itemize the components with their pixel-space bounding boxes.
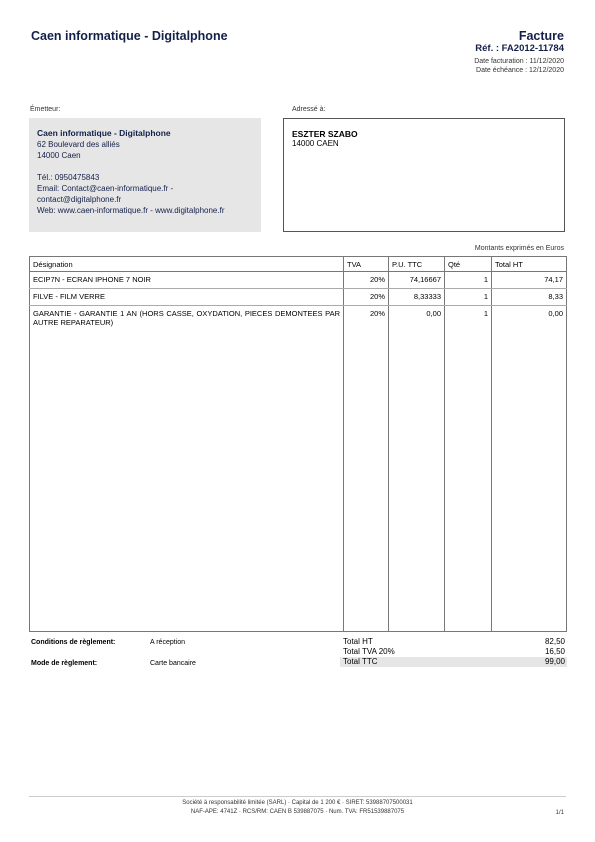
currency-note: Montants exprimés en Euros <box>474 245 564 252</box>
line-designation: ECIP7N - ECRAN IPHONE 7 NOIR <box>30 272 344 289</box>
total-ttc-label: Total TTC <box>343 657 378 666</box>
total-ttc-row <box>340 657 567 667</box>
line-unit-price: 74,16667 <box>389 272 445 289</box>
footer-divider <box>29 796 566 797</box>
page-number: 1/1 <box>555 810 564 816</box>
line-designation: FILVE - FILM VERRE <box>30 289 344 306</box>
company-title: Caen informatique - Digitalphone <box>31 29 228 43</box>
col-quantity: Qté <box>445 257 492 272</box>
sender-address-line2: 14000 Caen <box>37 151 81 160</box>
invoice-dates <box>474 57 564 75</box>
col-unit-price: P.U. TTC <box>389 257 445 272</box>
table-row <box>30 306 567 632</box>
line-total: 8,33 <box>492 289 567 306</box>
sender-label: Émetteur: <box>30 106 61 113</box>
sender-phone: Tél.: 0950475843 <box>37 173 100 182</box>
sender-address-line1: 62 Boulevard des alliés <box>37 140 120 149</box>
line-tva: 20% <box>344 306 389 632</box>
total-tva-label: Total TVA 20% <box>343 647 395 656</box>
table-row <box>30 272 567 289</box>
footer-legal-line2: NAF-APE: 4741Z · RCS/RM: CAEN B 539887075 · Num. TVA: FR51539887075 <box>190 809 405 815</box>
line-quantity: 1 <box>445 272 492 289</box>
line-total: 0,00 <box>492 306 567 632</box>
sender-email-line2: contact@digitalphone.fr <box>37 195 122 204</box>
recipient-city: 14000 CAEN <box>292 139 339 148</box>
total-ht-label: Total HT <box>343 637 373 646</box>
line-quantity: 1 <box>445 289 492 306</box>
line-total: 74,17 <box>492 272 567 289</box>
invoice-date: Date facturation : 11/12/2020 <box>474 58 564 65</box>
line-quantity: 1 <box>445 306 492 632</box>
col-total-ht: Total HT <box>492 257 567 272</box>
table-row <box>30 289 567 306</box>
recipient-name: ESZTER SZABO <box>292 129 358 139</box>
recipient-box <box>283 118 565 232</box>
sender-name: Caen informatique - Digitalphone <box>37 128 171 138</box>
sender-email-line1: Email: Contact@caen-informatique.fr - <box>37 184 174 193</box>
sender-website: Web: www.caen-informatique.fr - www.digitalphone.fr <box>37 206 225 215</box>
totals-block <box>340 637 567 667</box>
line-designation: GARANTIE - GARANTIE 1 AN (HORS CASSE, OXYDATION, PIECES DEMONTEES PAR AUTRE REPARATEUR) <box>30 306 344 632</box>
invoice-reference: Réf. : FA2012-11784 <box>475 43 564 54</box>
payment-mode-value: Carte bancaire <box>150 660 196 667</box>
payment-terms-value: A réception <box>150 639 186 646</box>
payment-terms-label: Conditions de règlement: <box>31 639 116 646</box>
document-type: Facture <box>518 29 564 43</box>
line-tva: 20% <box>344 272 389 289</box>
line-unit-price: 8,33333 <box>389 289 445 306</box>
total-tva-row <box>340 647 567 657</box>
payment-mode-label: Mode de règlement: <box>31 660 98 667</box>
col-designation: Désignation <box>30 257 344 272</box>
total-tva-value: 16,50 <box>544 647 565 656</box>
due-date: Date échéance : 12/12/2020 <box>476 67 564 74</box>
sender-box <box>29 118 261 232</box>
recipient-label: Adressé à: <box>292 106 326 113</box>
total-ht-row <box>340 637 567 647</box>
line-unit-price: 0,00 <box>389 306 445 632</box>
total-ht-value: 82,50 <box>544 637 565 646</box>
footer-legal-line1: Société à responsabilité limitée (SARL) · Capital de 1 200 € · SIRET: 53988707500031 <box>182 800 413 806</box>
line-tva: 20% <box>344 289 389 306</box>
col-tva: TVA <box>344 257 389 272</box>
invoice-lines-table <box>29 256 567 632</box>
total-ttc-value: 99,00 <box>544 657 565 666</box>
table-header-row <box>30 257 567 272</box>
